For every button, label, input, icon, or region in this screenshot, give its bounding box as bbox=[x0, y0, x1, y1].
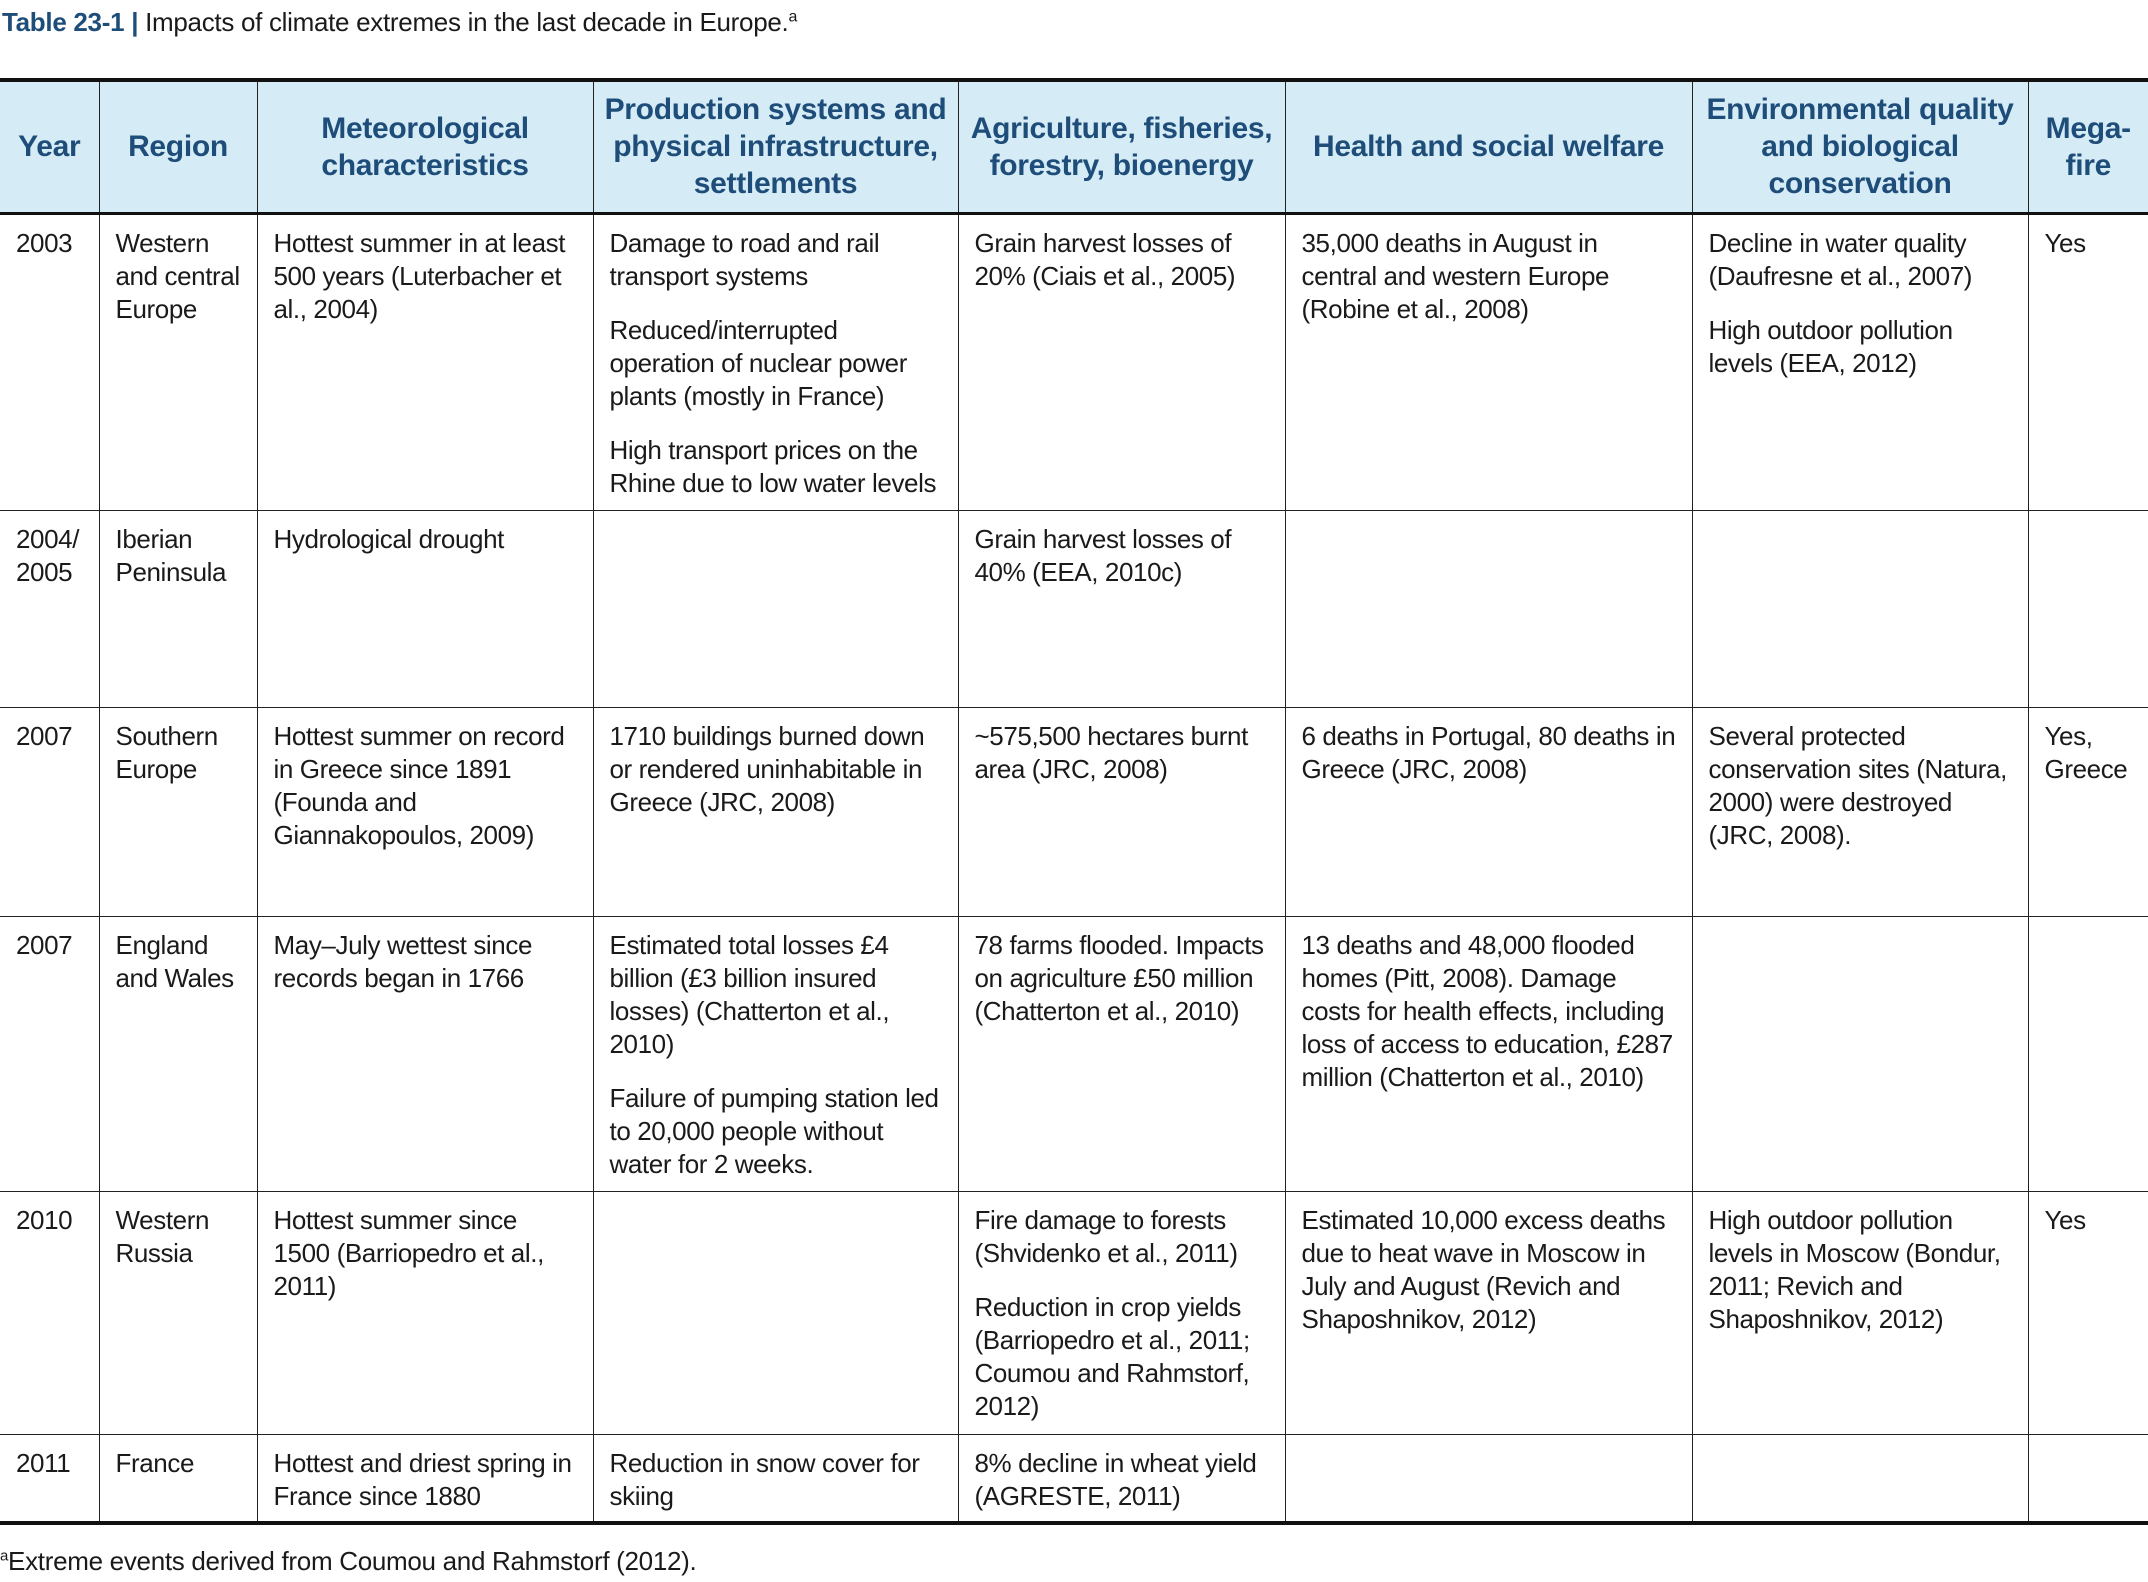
cell-environment bbox=[1692, 213, 2028, 510]
cell-region: France bbox=[99, 1434, 257, 1523]
header-meteorological: Meteorological characteristics bbox=[257, 80, 593, 213]
cell-megafire bbox=[2028, 1434, 2148, 1523]
cell-paragraph: Hottest summer on record in Greece since 1891 (Founda and Giannakopoulos, 2009) bbox=[273, 720, 565, 850]
cell-production bbox=[593, 1191, 958, 1434]
header-year: Year bbox=[0, 80, 99, 213]
climate-extremes-table bbox=[0, 78, 2148, 1525]
cell-production bbox=[593, 916, 958, 1191]
cell-agriculture bbox=[958, 707, 1285, 916]
cell-region: Southern Europe bbox=[99, 707, 257, 916]
cell-agriculture bbox=[958, 213, 1285, 510]
cell-paragraph: Hottest summer in at least 500 years (Luterbacher et al., 2004) bbox=[273, 227, 566, 324]
cell-environment bbox=[1692, 916, 2028, 1191]
cell-paragraph: High outdoor pollution levels in Moscow (Bondur, 2011; Revich and Shaposhnikov, 2012) bbox=[1708, 1204, 2001, 1334]
cell-environment bbox=[1692, 707, 2028, 916]
cell-paragraph: High transport prices on the Rhine due to low water levels bbox=[609, 434, 937, 498]
cell-region: Iberian Peninsula bbox=[99, 510, 257, 707]
cell-paragraph: 8% decline in wheat yield (AGRESTE, 2011) bbox=[974, 1447, 1257, 1511]
cell-paragraph: Grain harvest losses of 40% (EEA, 2010c) bbox=[974, 523, 1232, 587]
header-environment: Environmental quality and biological conservation bbox=[1692, 80, 2028, 213]
cell-paragraph: Hottest summer since 1500 (Barriopedro et al., 2011) bbox=[273, 1204, 544, 1301]
cell-health bbox=[1285, 1191, 1692, 1434]
cell-paragraph: High outdoor pollution levels (EEA, 2012) bbox=[1708, 314, 1953, 378]
cell-paragraph: Hydrological drought bbox=[273, 523, 504, 554]
cell-paragraph: Reduction in crop yields (Barriopedro et al., 2011; Coumou and Rahmstorf, 2012) bbox=[974, 1291, 1250, 1421]
cell-paragraph: Grain harvest losses of 20% (Ciais et al., 2005) bbox=[974, 227, 1236, 291]
cell-paragraph: May–July wettest since records began in 1766 bbox=[273, 929, 533, 993]
footnote-marker: a bbox=[0, 1547, 9, 1565]
cell-production bbox=[593, 510, 958, 707]
cell-region: Western and central Europe bbox=[99, 213, 257, 510]
cell-environment bbox=[1692, 1191, 2028, 1434]
cell-paragraph: 78 farms flooded. Impacts on agriculture £50 million (Chatterton et al., 2010) bbox=[974, 929, 1264, 1026]
cell-paragraph: 35,000 deaths in August in central and western Europe (Robine et al., 2008) bbox=[1301, 227, 1610, 324]
table-footnote bbox=[0, 1544, 696, 1578]
cell-meteorological bbox=[257, 1191, 593, 1434]
cell-environment bbox=[1692, 510, 2028, 707]
table-row bbox=[0, 510, 2148, 707]
table-caption bbox=[2, 4, 797, 40]
cell-paragraph: 1710 buildings burned down or rendered uninhabitable in Greece (JRC, 2008) bbox=[609, 720, 925, 817]
caption-footnote-marker: a bbox=[788, 8, 798, 26]
cell-year: 2004/ 2005 bbox=[0, 510, 99, 707]
cell-megafire: Yes bbox=[2028, 213, 2148, 510]
footnote-text: Extreme events derived from Coumou and Rahmstorf (2012). bbox=[8, 1546, 697, 1576]
cell-paragraph: Estimated total losses £4 billion (£3 billion insured losses) (Chatterton et al., 2010) bbox=[609, 929, 890, 1059]
cell-year: 2007 bbox=[0, 707, 99, 916]
header-row bbox=[0, 80, 2148, 213]
table-number: Table 23-1 bbox=[2, 7, 125, 37]
cell-production bbox=[593, 213, 958, 510]
cell-paragraph: ~575,500 hectares burnt area (JRC, 2008) bbox=[974, 720, 1248, 784]
cell-health bbox=[1285, 1434, 1692, 1523]
cell-megafire: Yes, Greece bbox=[2028, 707, 2148, 916]
cell-meteorological bbox=[257, 213, 593, 510]
cell-paragraph: Reduction in snow cover for skiing bbox=[609, 1447, 920, 1511]
cell-meteorological bbox=[257, 1434, 593, 1523]
cell-paragraph: Several protected conservation sites (Natura, 2000) were destroyed (JRC, 2008). bbox=[1708, 720, 2007, 850]
cell-paragraph: Estimated 10,000 excess deaths due to heat wave in Moscow in July and August (Revich and Shaposhnikov, 2012) bbox=[1301, 1204, 1666, 1334]
cell-production bbox=[593, 1434, 958, 1523]
cell-agriculture bbox=[958, 510, 1285, 707]
cell-year: 2010 bbox=[0, 1191, 99, 1434]
header-production: Production systems and physical infrastructure, settlements bbox=[593, 80, 958, 213]
cell-paragraph: Failure of pumping station led to 20,000 people without water for 2 weeks. bbox=[609, 1082, 939, 1179]
cell-paragraph: Reduced/interrupted operation of nuclear power plants (mostly in France) bbox=[609, 314, 907, 411]
cell-paragraph: Decline in water quality (Daufresne et al., 2007) bbox=[1708, 227, 1973, 291]
caption-separator: | bbox=[131, 7, 139, 37]
cell-health bbox=[1285, 916, 1692, 1191]
cell-year: 2003 bbox=[0, 213, 99, 510]
table-row bbox=[0, 916, 2148, 1191]
cell-agriculture bbox=[958, 1191, 1285, 1434]
cell-meteorological bbox=[257, 510, 593, 707]
table-row bbox=[0, 1191, 2148, 1434]
cell-meteorological bbox=[257, 916, 593, 1191]
header-megafire: Mega-fire bbox=[2028, 80, 2148, 213]
cell-year: 2007 bbox=[0, 916, 99, 1191]
cell-paragraph: 13 deaths and 48,000 flooded homes (Pitt, 2008). Damage costs for health effects, including loss of access to education, £287 million (Chatterton et al., 2010) bbox=[1301, 929, 1673, 1092]
cell-environment bbox=[1692, 1434, 2028, 1523]
cell-megafire bbox=[2028, 510, 2148, 707]
cell-health bbox=[1285, 707, 1692, 916]
header-region: Region bbox=[99, 80, 257, 213]
cell-production bbox=[593, 707, 958, 916]
cell-paragraph: Damage to road and rail transport systems bbox=[609, 227, 880, 291]
cell-meteorological bbox=[257, 707, 593, 916]
cell-region: England and Wales bbox=[99, 916, 257, 1191]
cell-health bbox=[1285, 510, 1692, 707]
table-row bbox=[0, 1434, 2148, 1523]
table-row bbox=[0, 213, 2148, 510]
cell-health bbox=[1285, 213, 1692, 510]
header-agriculture: Agriculture, fisheries, forestry, bioenergy bbox=[958, 80, 1285, 213]
table-row bbox=[0, 707, 2148, 916]
cell-paragraph: Fire damage to forests (Shvidenko et al., 2011) bbox=[974, 1204, 1238, 1268]
cell-year: 2011 bbox=[0, 1434, 99, 1523]
cell-agriculture bbox=[958, 916, 1285, 1191]
caption-text: Impacts of climate extremes in the last decade in Europe. bbox=[145, 7, 789, 37]
cell-megafire bbox=[2028, 916, 2148, 1191]
header-health: Health and social welfare bbox=[1285, 80, 1692, 213]
cell-megafire: Yes bbox=[2028, 1191, 2148, 1434]
cell-agriculture bbox=[958, 1434, 1285, 1523]
cell-paragraph: 6 deaths in Portugal, 80 deaths in Greece (JRC, 2008) bbox=[1301, 720, 1676, 784]
cell-region: Western Russia bbox=[99, 1191, 257, 1434]
cell-paragraph: Hottest and driest spring in France since 1880 bbox=[273, 1447, 572, 1511]
